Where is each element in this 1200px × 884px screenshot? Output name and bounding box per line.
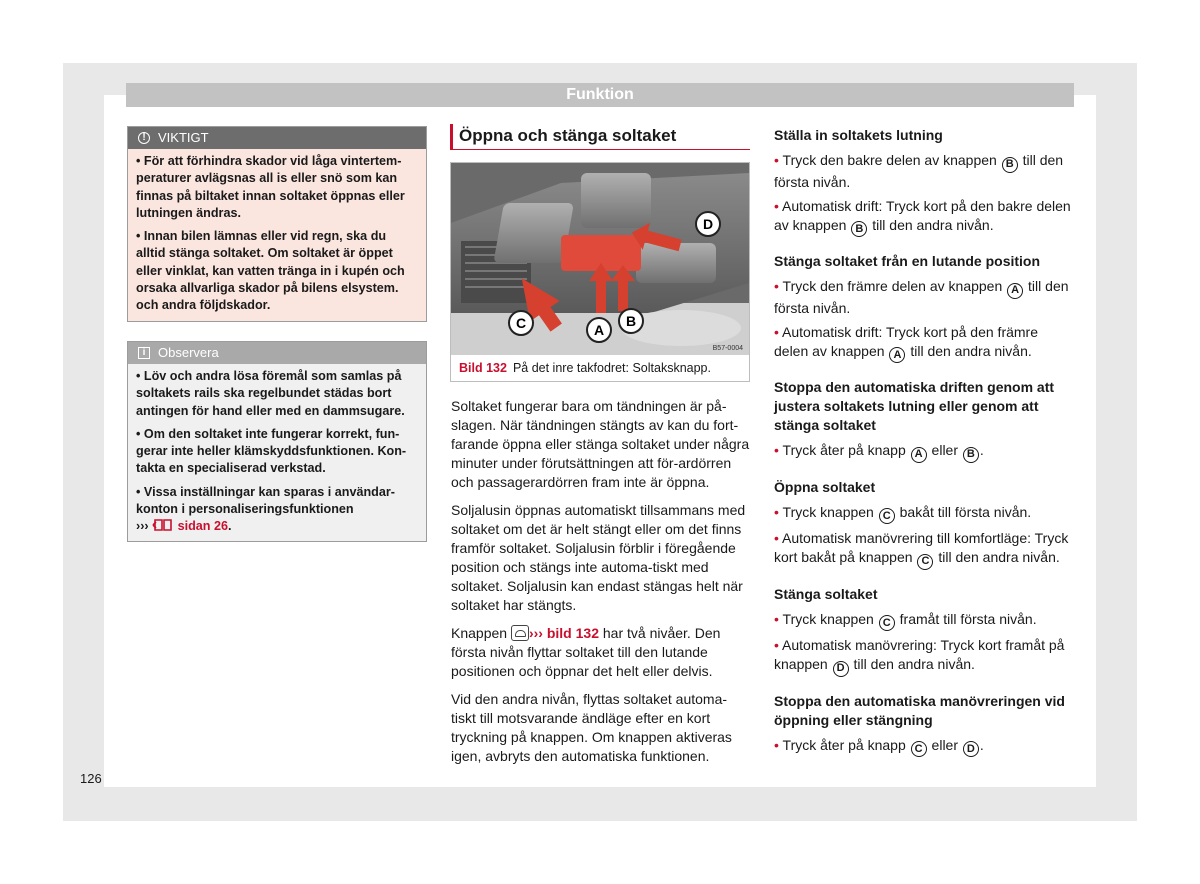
callout-d: D — [702, 216, 714, 232]
callout-b: B — [625, 313, 637, 329]
section-title: Öppna och stänga soltaket — [450, 124, 750, 150]
sunroof-illustration — [451, 163, 749, 355]
chapter-header: Funktion — [126, 83, 1074, 107]
ref-arrows: ››› — [528, 625, 543, 641]
subheading: Stoppa den automatiska manövreringen vid öppning eller stängning — [774, 692, 1065, 728]
list-item: • Tryck knappen C framåt till första nivån. — [774, 610, 1074, 632]
warning-body — [128, 149, 426, 323]
note-item: • Om den soltaket inte fungerar korrekt, fun-gerar inte heller klämskyddsfunktionen. Kon-takta en specialiserad verkstad. — [136, 426, 407, 476]
warning-item: • Innan bilen lämnas eller vid regn, ska du alltid stänga soltaket. Om soltaket är öppet eller vinklat, kan vatten tränga in i kupén och orsaka allvarliga skador på bilens elsystem. och andra följdskador. — [136, 229, 405, 313]
list-item: • Tryck den bakre delen av knappen B till den första nivån. — [774, 152, 1064, 190]
body-paragraph: Soljalusin öppnas automatiskt tillsammans med soltaket om det är helt stängt eller om det finns framför soltaket. Soljalusin förblir i föregående position och stängs inte automa-tiskt med soltaket. Soljalusin kan endast stängas helt när soltaket har stängts. — [451, 502, 746, 613]
note-header — [128, 342, 426, 364]
note-item: • Löv och andra lösa föremål som samlas på soltakets rails ska regelbundet städas bort antingen för hand eller med en dammsugare. — [136, 369, 405, 418]
subheading: Ställa in soltakets lutning — [774, 127, 943, 143]
list-item: • Tryck åter på knapp A eller B . — [774, 441, 1074, 463]
list-item: • Automatisk drift: Tryck kort på den bakre delen av knappen B till den andra nivån. — [774, 197, 1074, 238]
list-item: • Automatisk manövrering till komfortläge: Tryck kort bakåt på knappen C till den andra nivån. — [774, 529, 1074, 570]
note-item: • Vissa inställningar kan sparas i användar-konton i personaliseringsfunktionen ››› sidan 26. — [136, 484, 418, 538]
right-column — [774, 126, 1074, 762]
body-paragraph: Knappen ››› bild 132 har två nivåer. Den första nivån flyttar soltaket till den lutande positionen och öppnar det helt eller delvis. — [451, 625, 721, 679]
note-title: Observera — [158, 345, 219, 360]
page-reference-link[interactable]: sidan 26 — [177, 519, 228, 534]
info-icon: i — [138, 347, 150, 359]
warning-box — [127, 126, 427, 322]
figure-code: B57-0004 — [712, 345, 743, 352]
list-item: • Tryck åter på knapp C eller D . — [774, 736, 1074, 758]
list-item: • Automatisk manövrering: Tryck kort framåt på knappen D till den andra nivån. — [774, 636, 1074, 677]
figure-label: Bild 132 — [459, 361, 507, 375]
note-box — [127, 341, 427, 542]
note-body — [128, 364, 426, 546]
book-reference-icon — [152, 518, 174, 537]
warning-header — [128, 127, 426, 149]
body-paragraph: Soltaket fungerar bara om tändningen är på-slagen. När tändningen stängts av kan du fort-farande öppna eller stänga soltaket under några minuter under förutsättningen att för-ardörren och passagerardörren fram inte är öppna. — [451, 398, 750, 490]
figure-caption-text: På det inre takfodret: Soltaksknapp. — [512, 361, 711, 375]
list-item: • Tryck den främre delen av knappen A till den första nivån. — [774, 278, 1069, 316]
subheading: Stänga soltaket — [774, 585, 878, 602]
callout-a: A — [593, 322, 605, 338]
body-text — [451, 397, 751, 775]
subheading: Stänga soltaket från en lutande position — [774, 253, 1041, 269]
warning-item: • För att förhindra skador vid låga vintertem-peraturer avlägsnas all is eller snö som kan finnas på biltaket innan soltaket öppnas eller lutningen ändras. — [136, 154, 405, 220]
figure-sunroof-button — [450, 162, 750, 382]
subheading: Stoppa den automatiska driften genom att justera soltakets lutning eller genom att stänga soltaket — [774, 379, 1055, 433]
subheading: Öppna soltaket — [774, 478, 876, 495]
figure-caption — [451, 355, 749, 381]
sunroof-button-icon — [511, 625, 529, 641]
list-item: • Automatisk drift: Tryck kort på den främre delen av knappen A till den andra nivån. — [774, 323, 1074, 364]
warning-title: VIKTIGT — [158, 130, 209, 145]
figure-reference-link[interactable]: bild 132 — [546, 625, 599, 641]
ref-arrows: ››› — [136, 519, 149, 534]
callout-c: C — [515, 315, 527, 331]
list-item: • Tryck knappen C bakåt till första nivån. — [774, 503, 1074, 525]
warning-icon: ! — [138, 132, 150, 144]
page-number: 126 — [80, 771, 102, 786]
body-paragraph: Vid den andra nivån, flyttas soltaket automa-tiskt till motsvarande ändläge efter en kort tryckning på knappen. Om knappen aktiveras igen, avbryts den automatiska funktionen. — [451, 691, 732, 764]
